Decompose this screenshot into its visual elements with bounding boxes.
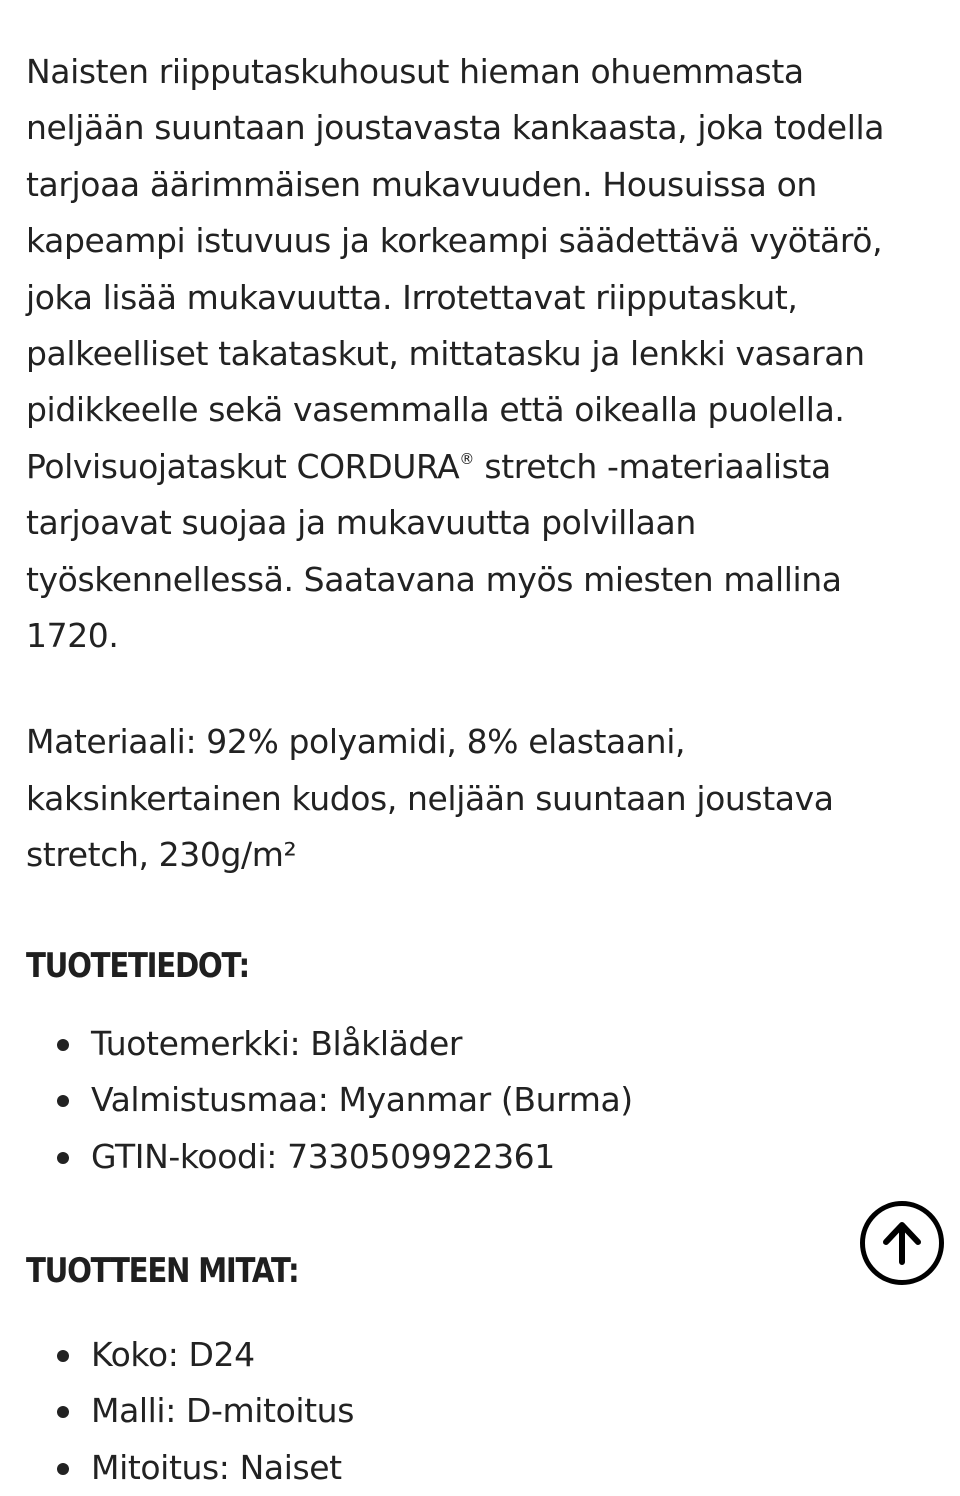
material-line: kaksinkertainen kudos, neljään suuntaan joustava — [26, 778, 834, 818]
description-line: stretch -materiaalista — [474, 446, 831, 486]
description-line: työskennellessä. Saatavana myös miesten mallina — [26, 559, 842, 599]
bullet-icon — [57, 1463, 69, 1475]
bullet-icon — [57, 1350, 69, 1362]
description-line: tarjoaa äärimmäisen mukavuuden. Housuissa on — [26, 164, 817, 204]
list-item — [26, 1016, 946, 1072]
description-line: kapeampi istuvuus ja korkeampi säädettävä vyötärö, — [26, 221, 883, 261]
material-line: Materiaali: 92% polyamidi, 8% elastaani, — [26, 722, 686, 762]
bullet-icon — [57, 1406, 69, 1418]
product-dimensions-heading: TUOTTEEN MITAT: — [26, 1250, 299, 1291]
product-dimensions-list — [26, 1327, 946, 1496]
description-line: pidikkeelle sekä vasemmalla että oikealla puolella. — [26, 390, 845, 430]
bullet-icon — [57, 1152, 69, 1164]
description-line: Polvisuojataskut CORDURA — [26, 446, 460, 486]
description-line: Naisten riipputaskuhousut hieman ohuemmasta — [26, 52, 804, 91]
description-line: neljään suuntaan joustavasta kankaasta, joka todella — [26, 108, 885, 148]
material-info — [26, 714, 946, 883]
model-item: Malli: D-mitoitus — [91, 1391, 354, 1431]
product-description — [26, 44, 946, 664]
list-item — [26, 1327, 946, 1383]
fit-item: Mitoitus: Naiset — [91, 1447, 342, 1487]
description-line: palkeelliset takataskut, mittatasku ja lenkki vasaran — [26, 334, 865, 374]
arrow-up-icon — [880, 1218, 924, 1268]
gtin-code-item: GTIN-koodi: 7330509922361 — [91, 1136, 555, 1176]
description-line: joka lisää mukavuutta. Irrotettavat riipputaskut, — [26, 277, 798, 317]
description-line: tarjoavat suojaa ja mukavuutta polvillaan — [26, 503, 696, 543]
country-of-manufacture-item: Valmistusmaa: Myanmar (Burma) — [91, 1080, 633, 1120]
bullet-icon — [57, 1039, 69, 1051]
product-info-list — [26, 1016, 946, 1185]
product-description-content — [26, 44, 946, 1496]
size-item: Koko: D24 — [91, 1334, 255, 1374]
registered-trademark-mark: ® — [459, 449, 475, 468]
list-item — [26, 1440, 946, 1496]
material-line: stretch, 230g/m² — [26, 835, 297, 875]
brand-item: Tuotemerkki: Blåkläder — [91, 1023, 463, 1063]
list-item — [26, 1129, 946, 1185]
description-line: 1720. — [26, 616, 119, 656]
list-item — [26, 1072, 946, 1128]
bullet-icon — [57, 1095, 69, 1107]
product-info-heading: TUOTETIEDOT: — [26, 945, 249, 986]
list-item — [26, 1383, 946, 1439]
scroll-to-top-button[interactable] — [860, 1201, 944, 1285]
